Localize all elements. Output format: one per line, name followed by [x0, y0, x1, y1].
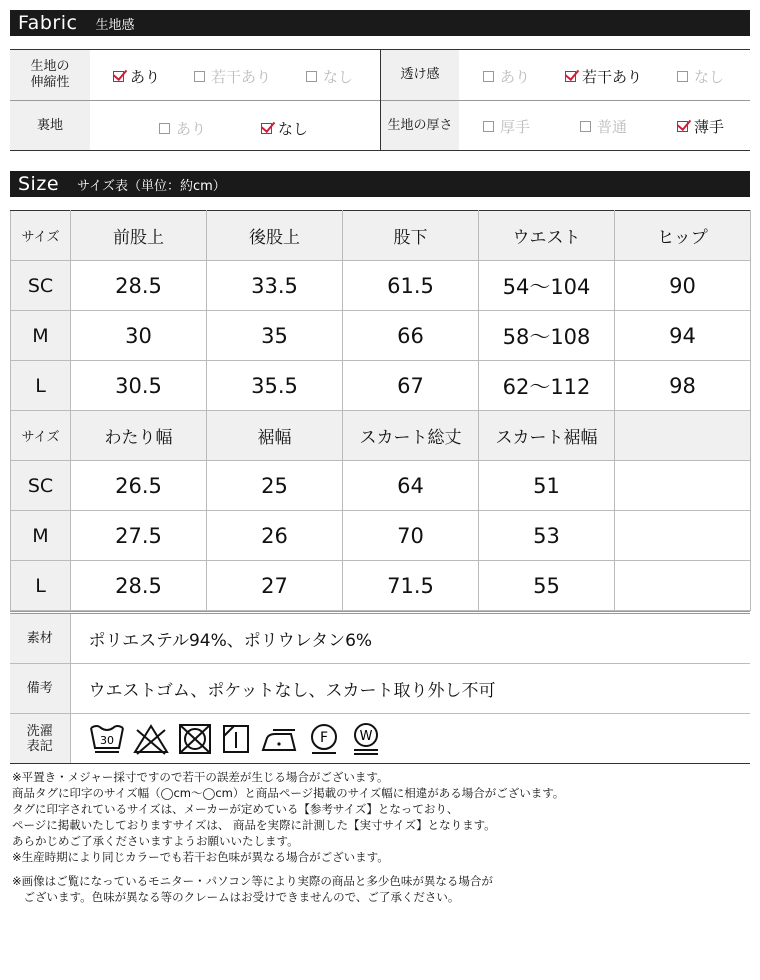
- care-symbols: [70, 714, 750, 764]
- iron-low-icon: [259, 722, 299, 756]
- material-label: 素材: [10, 613, 70, 664]
- size-label: L: [11, 561, 71, 611]
- svg-text:F: F: [319, 729, 328, 746]
- header-cell: [615, 411, 751, 461]
- no-bleach-icon: [133, 722, 169, 756]
- wash-30-icon: [89, 722, 125, 756]
- checkbox-icon: [306, 71, 317, 82]
- lining-option-yes: あり: [159, 118, 206, 138]
- lining-label: 裏地: [10, 101, 90, 150]
- note-line: ※生産時期により同じカラーでも若干お色味が異なる場合がございます。: [12, 850, 389, 864]
- checked-checkbox-icon: [261, 123, 272, 134]
- no-tumble-dry-icon: [177, 722, 213, 756]
- thickness-option-thick: 厚手: [483, 116, 530, 136]
- drip-dry-shade-icon: [221, 722, 251, 756]
- table-cell: 66: [343, 311, 479, 361]
- size-title: Size: [18, 173, 60, 195]
- table-cell: 26.5: [71, 461, 207, 511]
- fabric-title: Fabric: [18, 12, 78, 34]
- table-cell: 64: [343, 461, 479, 511]
- table-cell: 26: [207, 511, 343, 561]
- remarks-row: [10, 664, 750, 714]
- header-cell: 後股上: [207, 211, 343, 261]
- sheer-option-no: なし: [677, 66, 724, 86]
- checkbox-icon: [677, 71, 688, 82]
- stretch-label: 生地の 伸縮性: [10, 50, 90, 100]
- notes: [12, 769, 752, 905]
- table-cell: 28.5: [71, 261, 207, 311]
- remarks-value: ウエストゴム、ポケットなし、スカート取り外し不可: [70, 664, 750, 714]
- table-cell: [615, 461, 751, 511]
- table-cell: 28.5: [71, 561, 207, 611]
- wet-clean-w-icon: [349, 722, 383, 756]
- size-table-header: [11, 211, 751, 261]
- size-label: SC: [11, 461, 71, 511]
- table-cell: 54〜104: [479, 261, 615, 311]
- size-subtitle: サイズ表（単位：約cm）: [77, 178, 226, 194]
- table-cell: 62〜112: [479, 361, 615, 411]
- table-row: [11, 261, 751, 311]
- table-cell: 94: [615, 311, 751, 361]
- thickness-label: 生地の厚さ: [381, 101, 459, 150]
- table-cell: 27: [207, 561, 343, 611]
- table-row: [11, 311, 751, 361]
- header-cell: 裾幅: [207, 411, 343, 461]
- header-cell: サイズ: [11, 211, 71, 261]
- sheer-option-yes: あり: [483, 66, 530, 86]
- header-cell: わたり幅: [71, 411, 207, 461]
- header-cell: 前股上: [71, 211, 207, 261]
- table-cell: 98: [615, 361, 751, 411]
- material-row: [10, 613, 750, 664]
- remarks-label: 備考: [10, 664, 70, 714]
- checkbox-icon: [194, 71, 205, 82]
- checkbox-icon: [483, 121, 494, 132]
- dry-clean-f-icon: [307, 722, 341, 756]
- note-line: あらかじめご了承くださいますようお願いいたします。: [12, 834, 299, 848]
- size-label: L: [11, 361, 71, 411]
- table-cell: 90: [615, 261, 751, 311]
- size-table: [10, 210, 751, 611]
- checkbox-icon: [159, 123, 170, 134]
- table-cell: 61.5: [343, 261, 479, 311]
- header-cell: ウエスト: [479, 211, 615, 261]
- checkbox-icon: [483, 71, 494, 82]
- note-line: タグに印字されているサイズは、メーカーが定めている【参考サイズ】となっており、: [12, 802, 459, 816]
- table-cell: 67: [343, 361, 479, 411]
- note-line: ※画像はご覧になっているモニター・パソコン等により実際の商品と多少色味が異なる場合が: [12, 874, 493, 888]
- table-cell: 25: [207, 461, 343, 511]
- table-cell: 35: [207, 311, 343, 361]
- checked-checkbox-icon: [113, 71, 124, 82]
- table-cell: 30.5: [71, 361, 207, 411]
- note-line: ページに掲載いたしておりますサイズは、 商品を実際に計測した【実寸サイズ】となります。: [12, 818, 496, 832]
- table-row: [11, 361, 751, 411]
- checked-checkbox-icon: [565, 71, 576, 82]
- care-row: [10, 714, 750, 764]
- stretch-option-yes: あり: [113, 66, 160, 86]
- table-cell: 71.5: [343, 561, 479, 611]
- table-cell: [615, 561, 751, 611]
- table-cell: 51: [479, 461, 615, 511]
- size-table-header-2: [11, 411, 751, 461]
- fabric-panel: [10, 49, 750, 151]
- fabric-subtitle: 生地感: [95, 17, 135, 33]
- material-table: [10, 611, 750, 764]
- stretch-option-slight: 若干あり: [194, 66, 271, 86]
- table-cell: 58〜108: [479, 311, 615, 361]
- checked-checkbox-icon: [677, 121, 688, 132]
- note-line: ございます。色味が異なる等のクレームはお受けできませんので、ご了承ください。: [12, 890, 460, 904]
- table-cell: 53: [479, 511, 615, 561]
- table-row: [11, 561, 751, 611]
- header-cell: 股下: [343, 211, 479, 261]
- svg-text:W: W: [359, 728, 372, 744]
- stretch-option-no: なし: [306, 66, 353, 86]
- table-row: [11, 461, 751, 511]
- table-cell: 35.5: [207, 361, 343, 411]
- size-label: SC: [11, 261, 71, 311]
- material-value: ポリエステル94%、ポリウレタン6%: [70, 613, 750, 664]
- thickness-option-normal: 普通: [580, 116, 627, 136]
- table-cell: [615, 511, 751, 561]
- checkbox-icon: [580, 121, 591, 132]
- svg-text:30: 30: [99, 733, 114, 747]
- size-label: M: [11, 511, 71, 561]
- size-header: [10, 171, 750, 197]
- thickness-option-thin: 薄手: [677, 116, 724, 136]
- table-cell: 70: [343, 511, 479, 561]
- header-cell: ヒップ: [615, 211, 751, 261]
- table-cell: 33.5: [207, 261, 343, 311]
- size-label: M: [11, 311, 71, 361]
- sheer-option-slight: 若干あり: [565, 66, 642, 86]
- table-row: [11, 511, 751, 561]
- header-cell: スカート裾幅: [479, 411, 615, 461]
- table-cell: 55: [479, 561, 615, 611]
- table-cell: 27.5: [71, 511, 207, 561]
- header-cell: サイズ: [11, 411, 71, 461]
- sheerness-label: 透け感: [381, 50, 459, 100]
- note-line: ※平置き・メジャー採寸ですので若干の誤差が生じる場合がございます。: [12, 770, 389, 784]
- care-label: 洗濯 表記: [10, 714, 70, 764]
- header-cell: スカート総丈: [343, 411, 479, 461]
- lining-option-no: なし: [261, 118, 308, 138]
- note-line: 商品タグに印字のサイズ幅（◯cm〜◯cm）と商品ページ掲載のサイズ幅に相違がある場合がございます。: [12, 786, 565, 800]
- table-cell: 30: [71, 311, 207, 361]
- fabric-header: [10, 10, 750, 36]
